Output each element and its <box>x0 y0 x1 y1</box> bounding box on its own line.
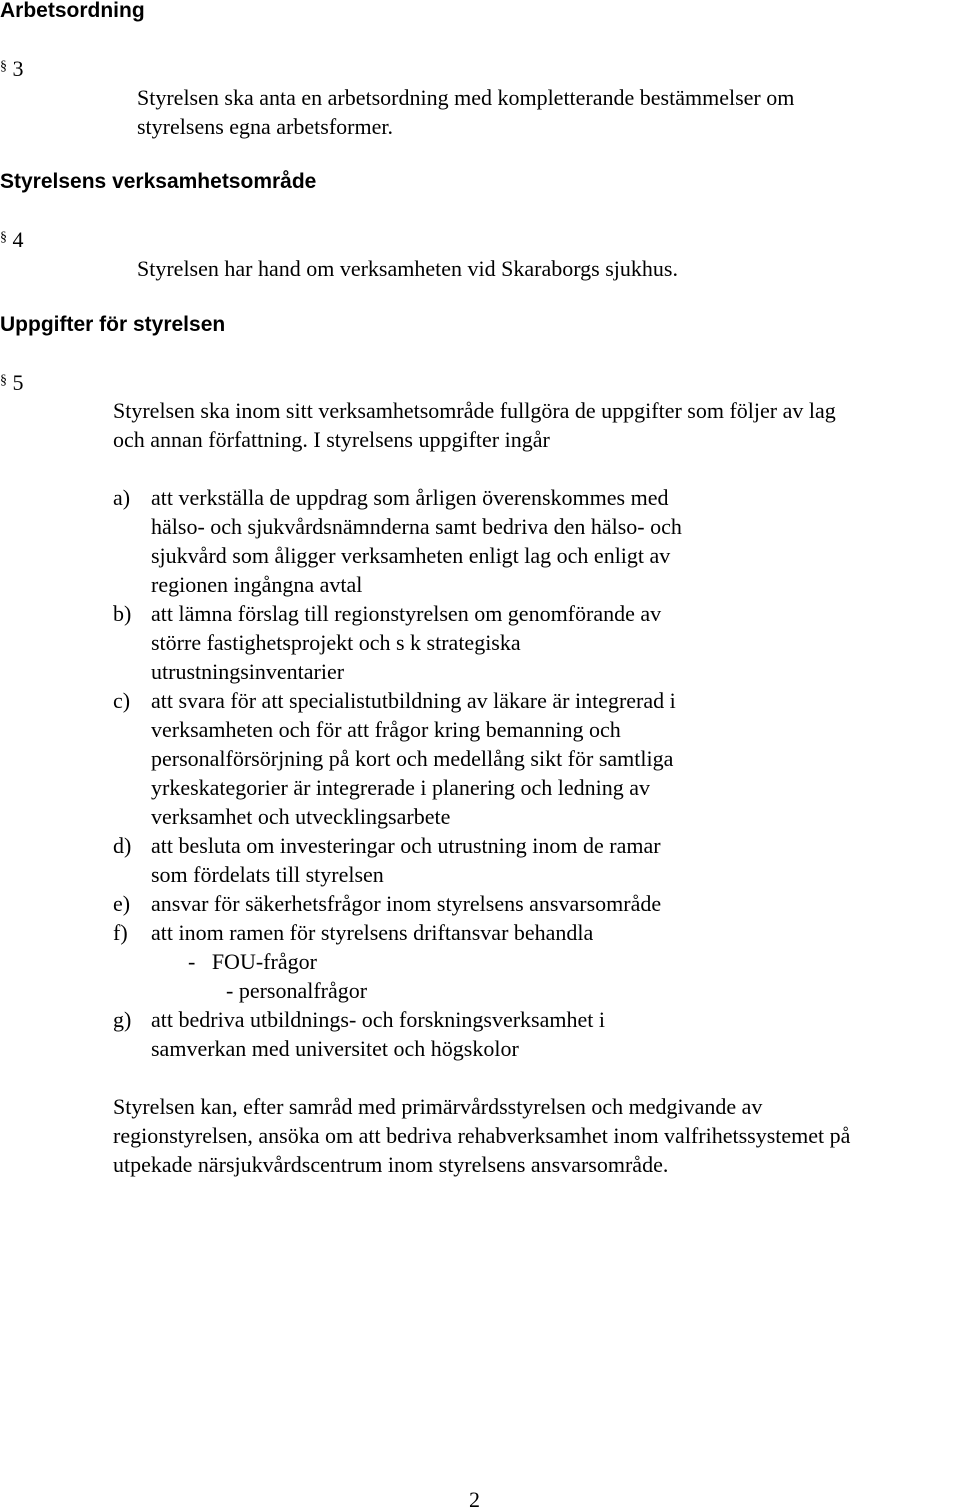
list-item-line: större fastighetsprojekt och s k strategiska <box>151 630 521 655</box>
list-item-line: sjukvård som åligger verksamheten enligt lag och enligt av <box>151 543 671 568</box>
list-label-c: c) <box>113 688 131 713</box>
section-number-4 <box>0 229 24 251</box>
list-item-line: att inom ramen för styrelsens driftansvar behandla <box>151 920 594 945</box>
closing-paragraph-line: Styrelsen kan, efter samråd med primärvårdsstyrelsen och medgivande av <box>113 1094 763 1119</box>
paragraph-line: och annan författning. I styrelsens uppgifter ingår <box>113 427 550 452</box>
section-number: 3 <box>12 56 24 81</box>
list-item-line: yrkeskategorier är integrerade i planering och ledning av <box>151 775 651 800</box>
list-label-g: g) <box>113 1007 132 1032</box>
closing-paragraph-line: utpekade närsjukvårdscentrum inom styrelsens ansvarsområde. <box>113 1152 669 1177</box>
list-item-line: att svara för att specialistutbildning av läkare är integrerad i <box>151 688 676 713</box>
sub-item-personal: - personalfrågor <box>226 978 368 1003</box>
list-item-line: personalförsörjning på kort och medellång sikt för samtliga <box>151 746 674 771</box>
list-label-e: e) <box>113 891 131 916</box>
page-number: 2 <box>469 1487 480 1512</box>
section-symbol: § <box>0 230 7 245</box>
list-item-line: hälso- och sjukvårdsnämnderna samt bedriva den hälso- och <box>151 514 682 539</box>
list-item-line: att besluta om investeringar och utrustning inom de ramar <box>151 833 661 858</box>
section-number-3 <box>0 58 24 80</box>
section-number-5 <box>0 372 24 394</box>
paragraph-line: Styrelsen ska inom sitt verksamhetsområde fullgöra de uppgifter som följer av lag <box>113 398 836 423</box>
list-item-line: verksamhet och utvecklingsarbete <box>151 804 451 829</box>
list-item-line: ansvar för säkerhetsfrågor inom styrelsens ansvarsområde <box>151 891 662 916</box>
list-label-f: f) <box>113 920 128 945</box>
section-heading-uppgifter: Uppgifter för styrelsen <box>0 313 226 336</box>
sub-item-fou: - FOU-frågor <box>188 949 317 974</box>
section-symbol: § <box>0 373 7 388</box>
section-heading-arbetsordning: Arbetsordning <box>0 0 145 22</box>
list-item-line: att bedriva utbildnings- och forskningsverksamhet i <box>151 1007 605 1032</box>
list-item-line: regionen ingångna avtal <box>151 572 363 597</box>
list-item-line: som fördelats till styrelsen <box>151 862 384 887</box>
paragraph-line: Styrelsen har hand om verksamheten vid Skaraborgs sjukhus. <box>137 256 678 281</box>
list-item-line: att lämna förslag till regionstyrelsen om genomförande av <box>151 601 662 626</box>
paragraph-line: styrelsens egna arbetsformer. <box>137 114 393 139</box>
list-item-line: verksamheten och för att frågor kring bemanning och <box>151 717 621 742</box>
list-label-b: b) <box>113 601 132 626</box>
list-item-line: att verkställa de uppdrag som årligen överenskommes med <box>151 485 669 510</box>
section-number: 4 <box>12 227 24 252</box>
section-heading-verksamhetsomrade: Styrelsens verksamhetsområde <box>0 170 317 193</box>
paragraph-line: Styrelsen ska anta en arbetsordning med kompletterande bestämmelser om <box>137 85 795 110</box>
section-number: 5 <box>12 370 24 395</box>
section-symbol: § <box>0 59 7 74</box>
closing-paragraph-line: regionstyrelsen, ansöka om att bedriva rehabverksamhet inom valfrihetssystemet på <box>113 1123 851 1148</box>
list-label-a: a) <box>113 485 131 510</box>
list-item-line: utrustningsinventarier <box>151 659 345 684</box>
list-label-d: d) <box>113 833 132 858</box>
list-item-line: samverkan med universitet och högskolor <box>151 1036 519 1061</box>
